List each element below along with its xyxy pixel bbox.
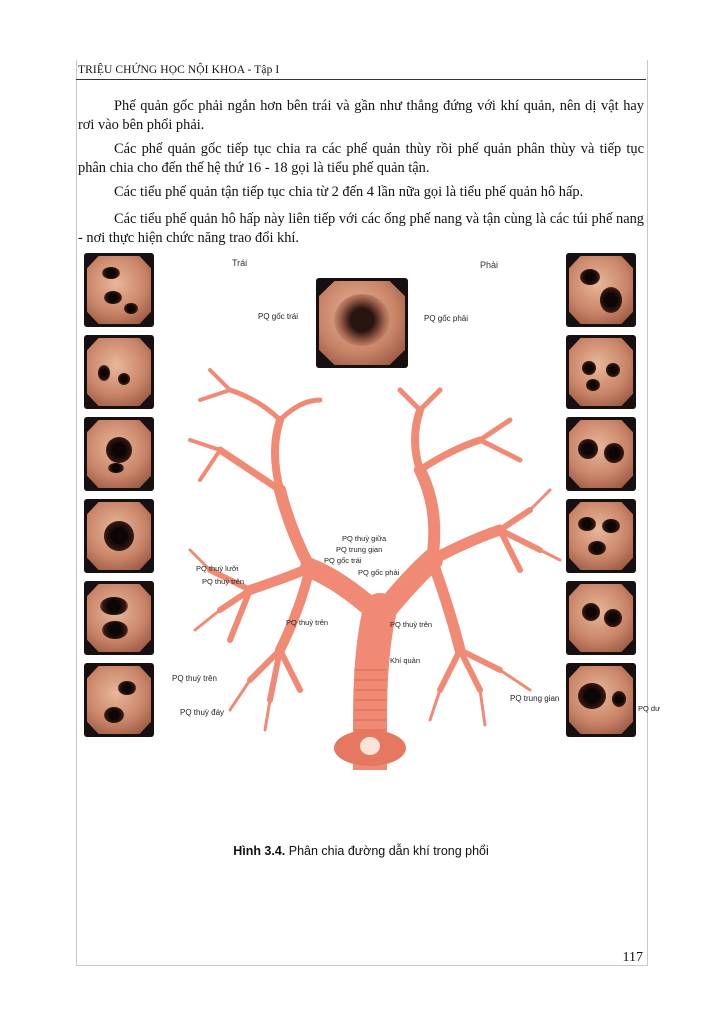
caption-number: Hình 3.4. xyxy=(233,844,286,858)
left-upper-label: PQ thuỳ trên xyxy=(202,577,245,586)
paragraph-3: Các tiểu phế quản tận tiếp tục chia từ 2 đến 4 lần nữa gọi là tiểu phế quản hô hấp. xyxy=(114,184,584,200)
right-side-label: Phải xyxy=(480,260,499,270)
intermediate-label: PQ trung gian xyxy=(336,545,383,554)
page-number: 117 xyxy=(622,950,643,965)
bronchial-tree-diagram xyxy=(80,250,646,770)
airway-figure xyxy=(80,250,661,770)
running-header: TRIỆU CHỨNG HỌC NỘI KHOA - Tập I xyxy=(78,64,280,76)
paragraph-1: Phế quản gốc phải ngắn hơn bên trái và gần như thẳng đứng với khí quản, nên dị vật hay rơi vào bên phổi phải. xyxy=(78,98,644,133)
left-upper-2-label: PQ thuỳ trên xyxy=(286,618,329,627)
caption-text: Phân chia đường dẫn khí trong phổi xyxy=(285,844,489,858)
header-rule xyxy=(76,79,646,80)
right-main-top-label: PQ gốc phải xyxy=(424,314,469,323)
left-col-upper-label: PQ thuỳ trên xyxy=(172,674,217,683)
vocal-cords xyxy=(360,737,380,755)
right-col-intermediate-label: PQ trung gian xyxy=(510,694,560,703)
figure-caption xyxy=(78,844,644,858)
lingula-label: PQ thuỳ lưỡi xyxy=(196,564,239,573)
middle-lobe-label: PQ thuỳ giữa xyxy=(342,534,387,543)
right-col-cut-label: PQ dư xyxy=(638,704,661,713)
left-main-label: PQ gốc trái xyxy=(324,556,362,565)
right-main-label: PQ gốc phải xyxy=(358,568,400,577)
paragraph-2: Các phế quản gốc tiếp tục chia ra các phế quản thùy rồi phế quản phân thùy và tiếp tục phân chia cho đến thế hệ thứ 16 - 18 gọi là tiểu phế quản tận. xyxy=(78,141,644,176)
left-side-label: Trái xyxy=(232,258,248,268)
left-col-bottom-label: PQ thuỳ đáy xyxy=(180,708,225,717)
trachea-label: Khí quản xyxy=(390,656,421,665)
left-main-top-label: PQ gốc trái xyxy=(258,312,299,321)
paragraph-4: Các tiểu phế quản hô hấp này liên tiếp với các ống phế nang và tận cùng là các túi phế nang - nơi thực hiện chức năng trao đổi khí. xyxy=(78,211,644,246)
right-upper-label: PQ thuỳ trên xyxy=(390,620,433,629)
